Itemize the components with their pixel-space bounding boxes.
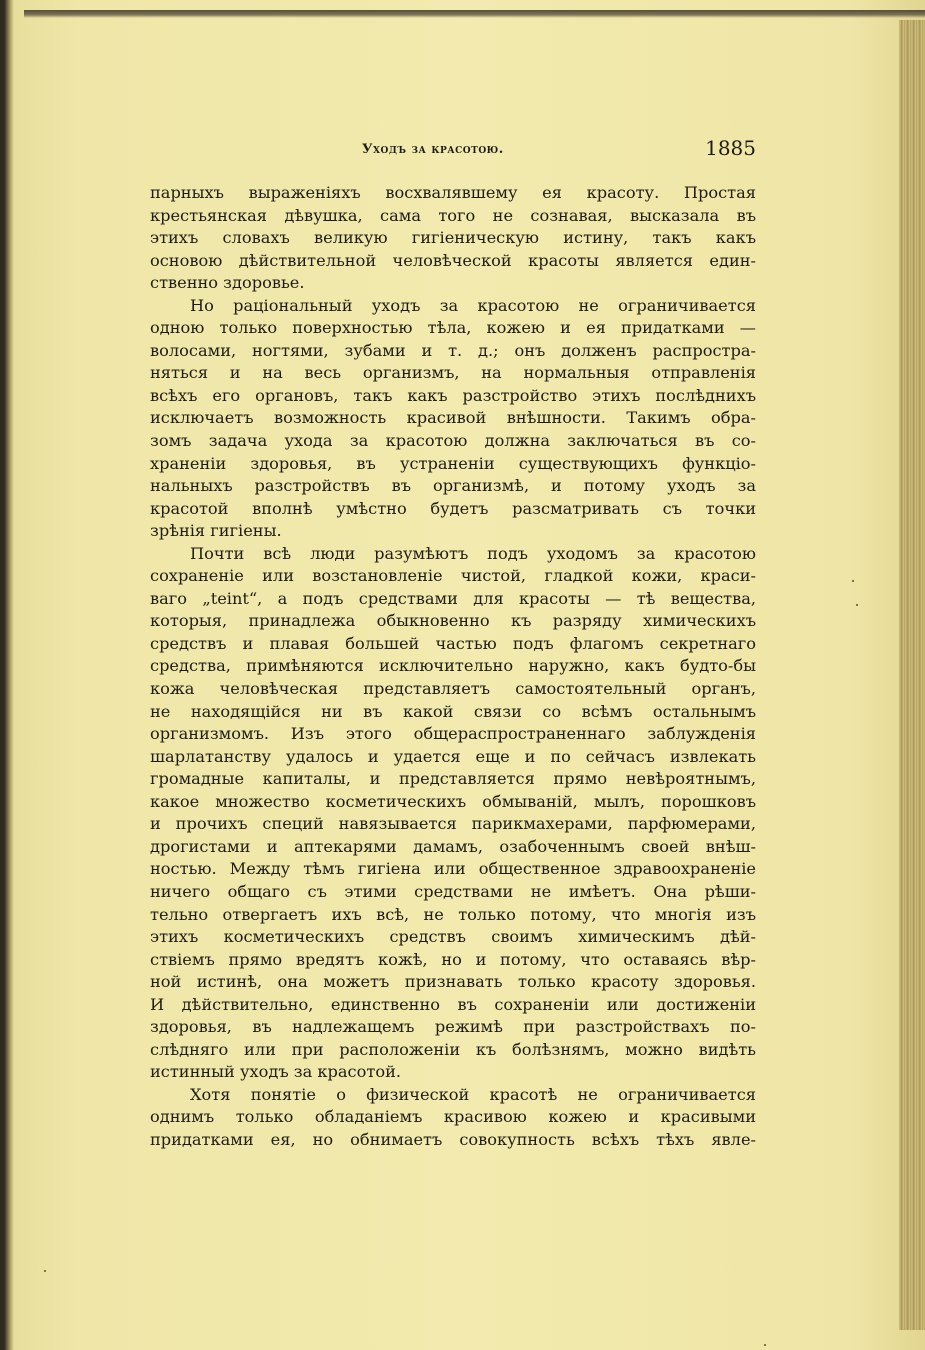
text-line: одною только поверхностью тѣла, кожею и ея придатками — [150, 318, 756, 338]
text-line: этихъ словахъ великую гигіеническую истину, такъ какъ [150, 228, 756, 248]
text-line: здоровья, въ надлежащемъ режимѣ при разстройствахъ по- [150, 1017, 756, 1037]
text-line: ваго „teint“, а подъ средствами для красоты — тѣ вещества, [150, 588, 756, 608]
text-line: и прочихъ специй навязывается парикмахерами, парфюмерами, [150, 814, 756, 834]
text-line: громадные капиталы, и представляется прямо невѣроятнымъ, [150, 769, 756, 789]
body-text [150, 182, 756, 1152]
text-line: которыя, принадлежа обыкновенно къ разряду химическихъ [150, 611, 756, 631]
text-line: однимъ только обладаніемъ красивою кожею и красивыми [150, 1107, 756, 1127]
text-line: организмомъ. Изъ этого общераспространеннаго заблужденія [150, 724, 756, 744]
running-head: Уходъ за красотою. [362, 142, 504, 157]
text-line: слѣдняго или при расположеніи къ болѣзнямъ, можно видѣть [150, 1039, 756, 1059]
paper-speck [856, 604, 858, 606]
text-line: истинный уходъ за красотой. [150, 1062, 402, 1082]
text-line: нальныхъ разстройствъ въ организмѣ, и потому уходъ за [150, 476, 756, 496]
text-line: крестьянская дѣвушка, сама того не сознавая, высказала въ [150, 205, 756, 225]
book-page [4, 0, 925, 1350]
page-stack-edge [899, 20, 925, 1330]
text-line: ничего общаго съ этими средствами не имѣетъ. Она рѣши- [150, 881, 756, 901]
paragraph-first-line: Почти всѣ люди разумѣютъ подъ уходомъ за красотою [190, 543, 756, 563]
page-number: 1885 [705, 136, 756, 160]
paper-speck [44, 1270, 46, 1272]
text-line: основою дѣйствительной человѣческой красоты является един- [150, 250, 756, 270]
text-line: ствіемъ прямо вредятъ кожѣ, но и потому, что оставаясь вѣр- [150, 949, 756, 969]
text-line: няться и на весь организмъ, на нормальныя отправленія [150, 363, 756, 383]
text-line: исключаетъ возможность красивой внѣшности. Такимъ обра- [150, 408, 756, 428]
text-line: ной истинѣ, она можетъ признавать только красоту здоровья. [150, 972, 756, 992]
text-line: не находящійся ни въ какой связи со всѣмъ остальнымъ [150, 701, 756, 721]
text-line: кожа человѣческая представляетъ самостоятельный органъ, [150, 679, 756, 699]
page-header [150, 136, 756, 166]
text-line: храненіи здоровья, въ устраненіи существующихъ функціо- [150, 453, 756, 473]
text-line: тельно отвергаетъ ихъ всѣ, не только потому, что многія изъ [150, 904, 756, 924]
text-line: И дѣйствительно, единственно въ сохраненіи или достиженіи [150, 994, 756, 1014]
text-line: дрогистами и аптекарями дамамъ, озабоченнымъ своей внѣш- [150, 836, 756, 856]
text-line: всѣхъ его органовъ, такъ какъ разстройство этихъ послѣднихъ [150, 385, 756, 405]
text-line: средствъ и плавая большей частью подъ флагомъ секретнаго [150, 633, 756, 653]
paragraph-first-line: Хотя понятіе о физической красотѣ не ограничивается [190, 1084, 756, 1104]
scan-top-edge [24, 10, 925, 18]
paragraph-first-line: Но раціональный уходъ за красотою не ограничивается [190, 295, 756, 315]
text-line: какое множество косметическихъ обмываній, мылъ, порошковъ [150, 791, 756, 811]
text-line: этихъ косметическихъ средствъ своимъ химическимъ дѣй- [150, 927, 756, 947]
text-line: ственно здоровье. [150, 273, 305, 293]
text-line: шарлатанству удалось и удается еще и по сейчасъ извлекать [150, 746, 756, 766]
text-line: парныхъ выраженіяхъ восхвалявшему ея красоту. Простая [150, 183, 756, 202]
page-gutter-shadow [4, 0, 14, 1350]
text-line: зомъ задача ухода за красотою должна заключаться въ со- [150, 431, 756, 451]
text-line: ностью. Между тѣмъ гигіена или общественное здравоохраненіе [150, 859, 756, 879]
text-line: придатками ея, но обнимаетъ совокупность всѣхъ тѣхъ явле- [150, 1129, 756, 1149]
text-line: сохраненіе или возстановленіе чистой, гладкой кожи, краси- [150, 566, 756, 586]
text-line: красотой вполнѣ умѣстно будетъ разсматривать съ точки [150, 498, 756, 518]
text-line: зрѣнія гигіены. [150, 521, 282, 541]
text-line: средства, примѣняются исключительно наружно, какъ будто-бы [150, 656, 756, 676]
text-line: волосами, ногтями, зубами и т. д.; онъ долженъ распростра- [150, 340, 756, 360]
paper-speck [764, 1344, 766, 1346]
paper-speck [852, 580, 854, 582]
